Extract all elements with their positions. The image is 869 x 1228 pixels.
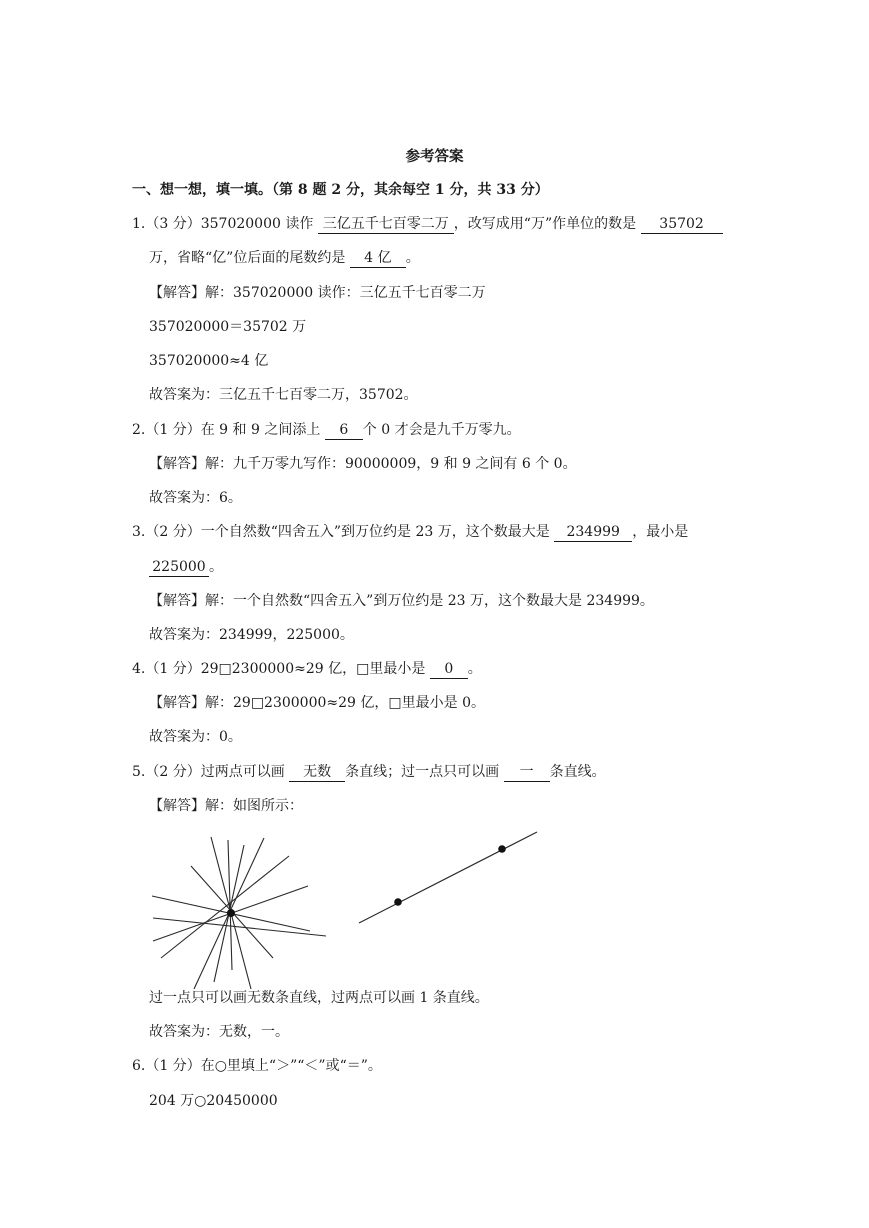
question-text: 。 — [467, 661, 482, 677]
answer-line: 故答案为：三亿五千七百零二万，35702。 — [149, 387, 418, 403]
answer-line: 故答案为：234999，225000。 — [149, 627, 354, 643]
page-title: 参考答案 — [405, 148, 464, 165]
question-number: 3. — [132, 524, 146, 540]
question-text: 29□2300000≈29 亿，□里最小是 — [200, 661, 426, 677]
answer-blank: 0 — [430, 661, 468, 679]
question-text: 过两点可以画 — [200, 764, 285, 780]
lines-through-one-point-figure — [150, 830, 335, 975]
comparison-item: 204 万○20450000 — [149, 1093, 278, 1109]
answer-line: 故答案为：0。 — [149, 729, 242, 745]
question-number: 2. — [132, 422, 146, 438]
question-6 — [132, 1056, 382, 1076]
question-number: 6. — [132, 1058, 146, 1074]
question-text: 。 — [405, 250, 420, 266]
solution-line: 357020000≈4 亿 — [149, 353, 269, 369]
question-points: （1 分） — [145, 1058, 201, 1074]
question-text: 条直线。 — [549, 764, 606, 780]
question-text: 一个自然数“四舍五入”到万位约是 23 万，这个数最大是 — [200, 524, 550, 540]
solution-line: 过一点只可以画无数条直线，过两点可以画 1 条直线。 — [149, 990, 489, 1006]
question-text: ，最小是 — [632, 524, 689, 540]
answer-blank: 234999 — [554, 524, 632, 542]
question-text: 357020000 读作 — [200, 216, 314, 232]
question-points: （2 分） — [145, 524, 201, 540]
question-1 — [132, 214, 723, 234]
question-number: 1. — [132, 216, 146, 232]
question-text: 条直线；过一点只可以画 — [345, 764, 500, 780]
answer-blank: 三亿五千七百零二万 — [318, 216, 454, 234]
question-points: （2 分） — [145, 764, 201, 780]
question-number: 5. — [132, 764, 146, 780]
answer-blank: 225000 — [149, 559, 209, 577]
solution-line: 【解答】解：一个自然数“四舍五入”到万位约是 23 万，这个数最大是 234999。 — [149, 593, 654, 609]
question-points: （3 分） — [145, 216, 201, 232]
solution-line: 357020000＝35702 万 — [149, 319, 307, 335]
solution-line: 【解答】解：如图所示： — [149, 798, 303, 814]
question-text: 。 — [209, 559, 223, 575]
point — [394, 898, 402, 906]
question-1-cont — [149, 248, 420, 268]
solution-line: 【解答】解：357020000 读作：三亿五千七百零二万 — [149, 285, 486, 301]
question-4 — [132, 659, 482, 679]
section-heading: 一、想一想，填一填。（第 8 题 2 分，其余每空 1 分，共 33 分） — [132, 182, 549, 198]
question-number: 4. — [132, 661, 146, 677]
question-text: 在○里填上“＞”“＜”或“＝”。 — [200, 1058, 382, 1074]
question-3-cont — [149, 557, 223, 577]
line — [161, 856, 289, 958]
question-2 — [132, 420, 521, 440]
answer-blank: 6 — [325, 422, 363, 440]
question-text: 个 0 才会是九千万零九。 — [362, 422, 521, 438]
solution-line: 【解答】解：九千万零九写作：90000009，9 和 9 之间有 6 个 0。 — [149, 456, 577, 472]
answer-blank: 35702 — [641, 216, 723, 234]
question-points: （1 分） — [145, 661, 201, 677]
question-3 — [132, 522, 688, 542]
answer-line: 故答案为：6。 — [149, 490, 242, 506]
point — [227, 909, 235, 917]
answer-blank: 一 — [504, 764, 550, 782]
question-text: 万，省略“亿”位后面的尾数约是 — [149, 250, 346, 266]
line — [359, 832, 537, 923]
question-points: （1 分） — [145, 422, 201, 438]
answer-blank: 无数 — [289, 764, 345, 782]
line-through-two-points-figure — [355, 828, 540, 928]
answer-blank: 4 亿 — [350, 250, 406, 268]
question-text: ，改写成用“万”作单位的数是 — [453, 216, 637, 232]
solution-line: 【解答】解：29□2300000≈29 亿，□里最小是 0。 — [149, 695, 485, 711]
answer-line: 故答案为：无数，一。 — [149, 1024, 289, 1040]
point — [498, 845, 506, 853]
question-5 — [132, 762, 606, 782]
question-text: 在 9 和 9 之间添上 — [200, 422, 321, 438]
